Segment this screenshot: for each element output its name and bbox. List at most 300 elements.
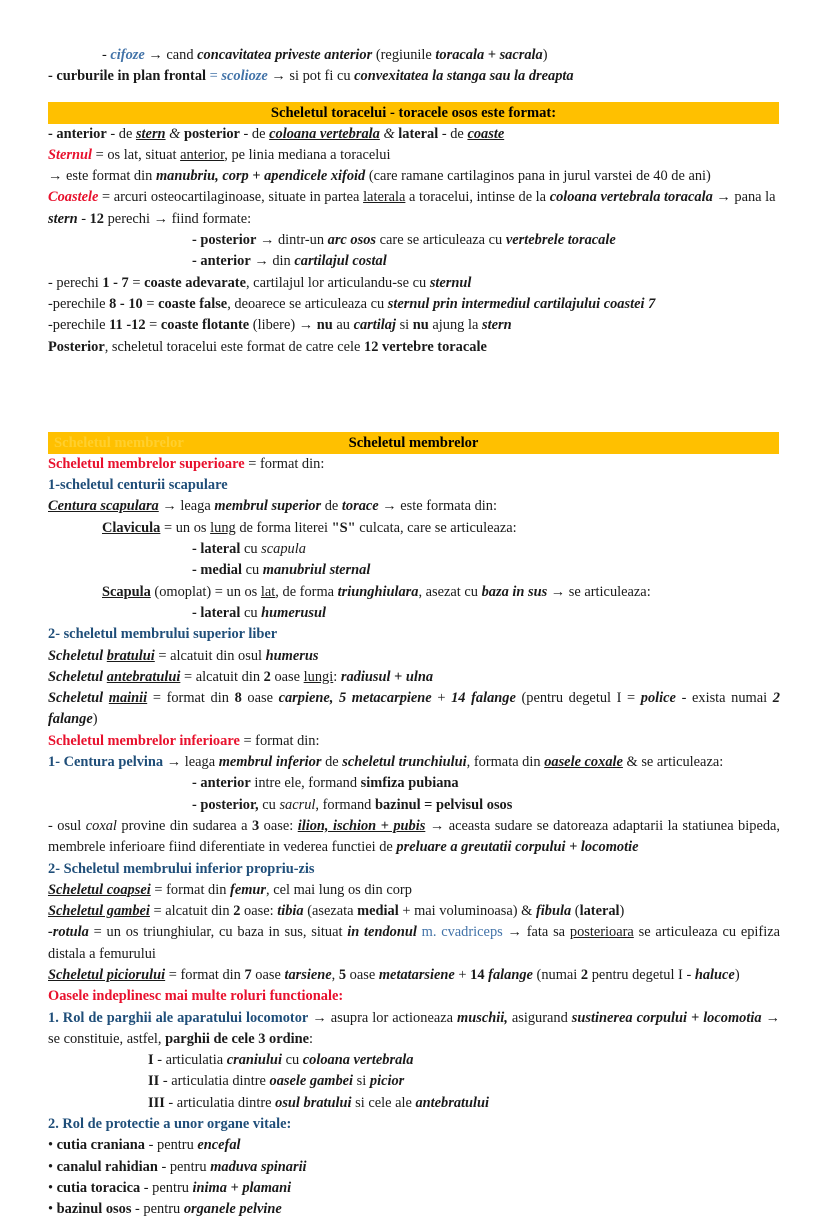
text: de forma literei — [239, 519, 329, 536]
scapula-lateral — [48, 603, 780, 624]
text: un os triunghiular, cu baza in sus, situat — [106, 924, 343, 941]
text: oase: — [244, 903, 274, 920]
term-scapula: Scapula — [102, 583, 151, 600]
underlined-term: lung — [210, 519, 236, 536]
text: , cartilajul lor articulandu-se cu — [245, 274, 427, 291]
limbs-item-2 — [48, 624, 780, 645]
text: asigurand — [511, 1009, 568, 1026]
text: -perechile — [48, 295, 106, 312]
arrow-icon: → — [298, 317, 314, 334]
ordine-item-3 — [48, 1093, 780, 1114]
emphasis: organele pelvine — [183, 1201, 282, 1218]
text: si pot fi cu — [289, 68, 351, 85]
scapula-line — [48, 582, 780, 603]
text: arcuri osteocartilaginoase, situate in partea — [113, 189, 360, 206]
term-cvadriceps: m. cvadriceps — [421, 924, 503, 941]
text: + mai voluminoasa) & — [402, 903, 533, 920]
emphasis: radiusul + ulna — [340, 668, 434, 685]
scheletul-antebratului — [48, 667, 780, 688]
emphasis: membrul superior — [214, 498, 322, 515]
term-antebratului: antebratului — [106, 668, 181, 685]
text: asupra lor actioneaza — [330, 1009, 453, 1026]
equals: = — [168, 966, 177, 983]
text: ) — [542, 47, 548, 63]
clavicula-lateral — [48, 539, 780, 560]
text: un os — [226, 583, 258, 600]
emphasis: maduva spinarii — [210, 1158, 307, 1175]
text: dintr-un — [277, 232, 325, 249]
thorax-sternul-format-line — [48, 166, 780, 187]
text: de — [324, 498, 339, 515]
text: , formata din — [466, 754, 541, 771]
text: care se articuleaza cu — [379, 232, 503, 249]
text: - articulatia dintre — [168, 1094, 272, 1111]
text: format din — [166, 881, 227, 898]
text: cu — [262, 796, 276, 813]
equals: = — [154, 881, 163, 898]
text: este formata din: — [400, 498, 497, 515]
arrow-icon: → — [254, 253, 269, 270]
text: ) — [734, 966, 740, 983]
dash: - — [102, 47, 107, 63]
equals: = — [214, 583, 223, 600]
clavicula-line — [48, 518, 780, 539]
emphasis: femur — [230, 881, 267, 898]
label: posterior — [183, 125, 240, 142]
number: 2 — [233, 903, 241, 920]
text: format din — [180, 966, 241, 983]
label: - posterior — [192, 232, 257, 249]
text: oase — [274, 668, 301, 685]
bullet-icon: • — [48, 1137, 54, 1154]
intro-line-scolioze — [48, 66, 780, 87]
underlined-term: oasele coxale — [544, 754, 623, 771]
text: alcatuit din — [165, 903, 230, 920]
equals: = — [101, 189, 111, 206]
emphasis: muschii, — [457, 1009, 508, 1026]
heading-red: Scheletul membrelor superioare — [48, 455, 245, 472]
emphasis: sternul — [429, 274, 472, 291]
emphasis: tarsiene — [284, 966, 332, 983]
text: din — [272, 253, 291, 270]
term-coloana-vertebrala: coloana vertebrala — [269, 125, 380, 142]
text: - exista numai — [681, 690, 768, 707]
arrow-icon: → — [153, 210, 168, 227]
text: aceasta sudare se datoreaza adaptarii la statiunea bipeda, membrele inferioare fiind diferentiate in vederea functiei de — [48, 817, 781, 856]
text: = format din: — [248, 455, 325, 472]
label: - medial — [192, 562, 242, 579]
text: pana la — [734, 189, 776, 206]
emphasis: bazinul = pelvisul osos — [374, 796, 513, 813]
section-header-limbs-label: Scheletul membrelor — [348, 434, 479, 451]
text: os lat, situat — [107, 146, 177, 163]
emphasis: coloana vertebrala toracala — [549, 189, 713, 206]
emphasis: membrul inferior — [218, 754, 322, 771]
text: au — [336, 317, 350, 334]
label: - curburile in plan frontal — [48, 68, 207, 85]
role-2-bullet-3 — [48, 1178, 780, 1199]
text: oase — [349, 966, 376, 983]
emphasis: stern — [481, 317, 512, 334]
section-header-limbs-ghost-label: Scheletul membrelor — [54, 434, 184, 451]
amp: & — [383, 125, 395, 142]
roles-header — [48, 986, 780, 1007]
role-2-bullet-1 — [48, 1135, 780, 1156]
term-coastele: Coastele — [48, 189, 99, 206]
text: se articuleaza: — [568, 583, 651, 600]
arrow-icon: → — [550, 583, 566, 600]
emphasis: scheletul trunchiului — [342, 754, 467, 771]
term: Scheletul — [48, 647, 104, 664]
emphasis: manubriul sternal — [262, 562, 371, 579]
equals: = — [149, 317, 158, 334]
text: a toracelui, intinse de la — [409, 189, 547, 206]
limbs-item-1 — [48, 475, 780, 496]
subheading: 1-scheletul centurii scapulare — [48, 477, 228, 494]
arrow-icon: → — [48, 168, 63, 185]
subheading: 1- Centura pelvina — [48, 754, 164, 771]
text: , scheletul toracelui este format de catre cele — [104, 338, 361, 355]
text: (libere) — [252, 317, 296, 334]
thorax-perechi-1-7 — [48, 273, 780, 294]
emphasis: humerus — [265, 647, 319, 664]
pelvina-posterior — [48, 795, 780, 816]
bullet-icon: • — [48, 1158, 54, 1175]
underlined-term: lungi — [303, 668, 334, 685]
label: cutia toracica — [56, 1179, 141, 1196]
limbs-item-3 — [48, 859, 780, 880]
equals: = — [183, 668, 193, 685]
emphasis: oasele gambei — [269, 1073, 354, 1090]
term-bratului: bratului — [106, 647, 155, 664]
emphasis: coaste false — [158, 295, 228, 312]
emphasis: medial — [357, 903, 399, 920]
pelvina-anterior — [48, 773, 780, 794]
term-scolioze: scolioze — [221, 68, 268, 85]
emphasis: triunghiulara — [337, 583, 419, 600]
text: - articulatia — [157, 1052, 224, 1069]
section-header-limbs — [48, 432, 779, 454]
emphasis: nu — [412, 317, 429, 334]
text: (pentru degetul I = — [521, 690, 636, 707]
range: 8 - 10 — [109, 295, 143, 312]
thorax-sternul-line — [48, 145, 780, 166]
text: , cel mai lung os din corp — [266, 881, 412, 898]
text: provine din sudarea a — [121, 817, 248, 834]
arrow-icon: → — [259, 232, 275, 249]
term-rotula: -rotula — [48, 924, 89, 941]
text: oase: — [263, 817, 294, 834]
arrow-icon: → — [716, 189, 731, 206]
emphasis: 12 vertebre toracale — [364, 338, 487, 355]
role-2-header — [48, 1114, 780, 1135]
text: (numai — [536, 966, 578, 983]
text: cu — [243, 604, 258, 621]
role-1-line — [48, 1008, 780, 1051]
number: 5 — [338, 966, 347, 983]
scheletul-piciorului — [48, 965, 780, 986]
text: cand — [166, 47, 194, 63]
emphasis: picior — [369, 1073, 405, 1090]
text: - pentru — [161, 1158, 207, 1175]
text: un os — [175, 519, 207, 536]
arrow-icon: → — [271, 68, 286, 85]
label: lateral — [398, 125, 439, 142]
underlined-term: posterioara — [569, 924, 634, 941]
emphasis: craniului — [226, 1052, 282, 1069]
emphasis: arc osos — [327, 232, 377, 249]
equals: = — [146, 295, 155, 312]
term-stern: stern — [135, 125, 166, 142]
emphasis: cartilajul costal — [294, 253, 387, 270]
emphasis: toracala + sacrala — [435, 47, 543, 63]
label: - lateral — [192, 604, 241, 621]
label: - anterior — [192, 253, 251, 270]
emphasis: convexitatea la stanga sau la dreapta — [354, 68, 574, 85]
thorax-perechi-8-10 — [48, 294, 780, 315]
number: 12 — [89, 210, 104, 227]
text: + — [458, 966, 467, 983]
role-2-bullet-2 — [48, 1157, 780, 1178]
label: - anterior — [192, 775, 251, 792]
number: 14 — [470, 966, 485, 983]
bullet-icon: • — [48, 1201, 54, 1218]
arrow-icon: → — [382, 498, 397, 515]
text: ) — [92, 711, 98, 728]
term: Scheletul — [48, 690, 104, 707]
text: si cele ale — [355, 1094, 412, 1111]
bullet-icon: • — [48, 1179, 54, 1196]
text: - pentru — [143, 1179, 189, 1196]
text: (regiunile — [375, 47, 432, 63]
text: cu — [285, 1052, 300, 1069]
thorax-composition-line — [48, 124, 780, 145]
text: alcatuit din — [195, 668, 261, 685]
text: : — [309, 1030, 314, 1047]
term-sternul: Sternul — [48, 146, 92, 163]
text: de — [325, 754, 339, 771]
text: fata sa — [526, 924, 566, 941]
underlined-term: ilion, ischion + pubis — [297, 817, 426, 834]
emphasis: police — [640, 690, 676, 707]
emphasis: falange — [488, 966, 533, 983]
text: + — [437, 690, 446, 707]
section-header-thorax — [48, 102, 779, 124]
term-clavicula: Clavicula — [102, 519, 161, 536]
text: perechi — [107, 210, 150, 227]
text: este format din — [66, 168, 153, 185]
emphasis: haluce — [694, 966, 735, 983]
equals: = — [93, 924, 102, 941]
text: ) — [619, 903, 625, 920]
emphasis: humerusul — [261, 604, 326, 621]
emphasis: vertebrele toracale — [505, 232, 616, 249]
text: , formand — [315, 796, 372, 813]
text: si — [399, 317, 410, 334]
text: - pentru — [135, 1201, 181, 1218]
emphasis: scapula — [261, 541, 306, 558]
emphasis: manubriu, corp + apendicele xifoid — [155, 168, 366, 185]
osul-coxal-line — [48, 816, 780, 859]
emphasis: concavitatea priveste anterior — [197, 47, 373, 63]
text: , asezat cu — [418, 583, 478, 600]
subheading: 2- Scheletul membrului inferior propriu-zis — [48, 860, 315, 877]
centura-scapulara-line — [48, 496, 780, 517]
emphasis: coloana vertebrala — [302, 1052, 414, 1069]
emphasis: sustinerea corpului + — [571, 1009, 700, 1026]
term-centura-scapulara: Centura scapulara — [48, 498, 159, 515]
rotula-line — [48, 922, 780, 965]
text: intre ele, formand — [254, 775, 358, 792]
emphasis: fibula — [535, 903, 572, 920]
spacer — [48, 88, 780, 102]
thorax-perechi-11-12 — [48, 315, 780, 336]
ordine-item-1 — [48, 1050, 780, 1071]
text: -perechile — [48, 317, 106, 334]
range: 11 -12 — [109, 317, 146, 334]
number: 8 — [234, 690, 242, 707]
text: - de — [441, 125, 464, 142]
emphasis: inima + plamani — [192, 1179, 292, 1196]
heading-red: Oasele indeplinesc mai multe roluri functionale: — [48, 988, 344, 1005]
arrow-icon: → — [429, 817, 445, 834]
subheading: 2- scheletul membrului superior liber — [48, 626, 278, 643]
text: ajung la — [432, 317, 479, 334]
thorax-coastele-line — [48, 187, 780, 230]
emphasis: in tendonul — [347, 924, 417, 941]
text: , pe linia mediana a toracelui — [224, 146, 391, 163]
text: fiind formate: — [171, 210, 252, 227]
label: Posterior — [48, 338, 105, 355]
arrow-icon: → — [507, 924, 522, 941]
thorax-sub-anterior — [48, 251, 780, 272]
label: bazinul osos — [56, 1201, 132, 1218]
emphasis: coaste flotante — [160, 317, 250, 334]
emphasis: lateral — [579, 903, 620, 920]
limbs-superior-header — [48, 454, 780, 475]
scheletul-bratului — [48, 646, 780, 667]
roman-numeral: I — [148, 1052, 154, 1069]
emphasis: 2 falange — [48, 690, 780, 728]
text: oase — [247, 690, 273, 707]
text: , deoarece se articuleaza cu — [227, 295, 385, 312]
text: , de forma — [275, 583, 335, 600]
text: (asezata — [307, 903, 354, 920]
section-header-thorax-label: Scheletul toracelui - toracele osos este format: — [270, 104, 557, 121]
thorax-posterior-final — [48, 337, 780, 358]
term-cifoze: cifoze — [110, 47, 145, 63]
document-body — [48, 45, 780, 1221]
emphasis: antebratului — [415, 1094, 490, 1111]
equals: = — [132, 274, 141, 291]
emphasis: encefal — [197, 1137, 241, 1154]
roman-numeral: III — [148, 1094, 165, 1111]
term-piciorului: Scheletul piciorului — [48, 966, 166, 983]
term-coaste: coaste — [467, 125, 505, 142]
term: Scheletul — [48, 668, 104, 685]
text: - de — [243, 125, 266, 142]
text: - articulatia dintre — [162, 1073, 266, 1090]
term-mainii: mainii — [108, 690, 148, 707]
scheletul-mainii — [48, 688, 780, 731]
emphasis: preluare a greutatii corpului + locomotie — [396, 839, 639, 856]
emphasis: 14 falange — [451, 690, 516, 707]
text: se constituie, astfel, — [48, 1030, 162, 1047]
text: - perechi — [48, 274, 99, 291]
arrow-icon: → — [162, 498, 177, 515]
equals: = — [153, 903, 162, 920]
range: 1 - 7 — [102, 274, 129, 291]
text: pentru degetul I - — [591, 966, 692, 983]
arrow-icon: → — [148, 47, 163, 63]
text: culcata, care se articuleaza: — [359, 519, 517, 536]
underlined-term: anterior — [180, 146, 225, 163]
label: cutia craniana — [56, 1137, 145, 1154]
emphasis: carpiene, 5 metacarpiene — [278, 690, 432, 707]
role-2-bullet-4 — [48, 1199, 780, 1220]
emphasis: metatarsiene — [378, 966, 455, 983]
emphasis: osul bratului — [275, 1094, 352, 1111]
equals: = — [158, 647, 167, 664]
number: 3 — [251, 817, 260, 834]
equals: = — [163, 519, 173, 536]
emphasis: baza in sus — [481, 583, 548, 600]
text: = format din: — [243, 732, 320, 749]
intro-line-cifoze — [48, 45, 780, 66]
centura-pelvina-line — [48, 752, 780, 773]
number: 2 — [580, 966, 589, 983]
text: format din — [166, 690, 229, 707]
number: 7 — [244, 966, 252, 983]
text: se articuleaza cu epifiza distala a femurului — [48, 924, 780, 962]
number: 2 — [263, 668, 271, 685]
text: alcatuit din osul — [170, 647, 263, 664]
emphasis: coaste adevarate — [144, 274, 246, 291]
emphasis: torace — [341, 498, 379, 515]
emphasis: stern — [48, 210, 78, 227]
text: - pentru — [148, 1137, 194, 1154]
heading-red: Scheletul membrelor inferioare — [48, 732, 240, 749]
text: cu — [243, 541, 258, 558]
scheletul-gambei — [48, 901, 780, 922]
text: - osul — [48, 817, 82, 834]
text: si — [356, 1073, 367, 1090]
text: - — [81, 210, 86, 227]
term-coapsei: Scheletul coapsei — [48, 881, 151, 898]
label: - lateral — [192, 541, 241, 558]
text: - de — [110, 125, 133, 142]
text: leaga — [184, 754, 216, 771]
clavicula-medial — [48, 560, 780, 581]
emphasis: parghii de cele 3 ordine — [165, 1030, 310, 1047]
emphasis: "S" — [331, 519, 356, 536]
thorax-sub-posterior — [48, 230, 780, 251]
equals: = — [209, 68, 218, 85]
text: oase — [255, 966, 281, 983]
roman-numeral: II — [148, 1073, 160, 1090]
emphasis: simfiza pubiana — [360, 775, 459, 792]
subheading: 1. Rol de parghii ale aparatului locomotor — [48, 1009, 309, 1026]
arrow-icon: → — [312, 1009, 327, 1026]
label: canalul rahidian — [56, 1158, 158, 1175]
section-spacer — [48, 358, 780, 432]
label: - anterior — [48, 125, 107, 142]
text: (care ramane cartilaginos pana in jurul varstei de 40 de ani) — [368, 168, 711, 185]
emphasis: nu — [316, 317, 333, 334]
text: : — [333, 668, 338, 685]
underlined-term: lat — [260, 583, 276, 600]
emphasis: sacrul — [279, 796, 316, 813]
